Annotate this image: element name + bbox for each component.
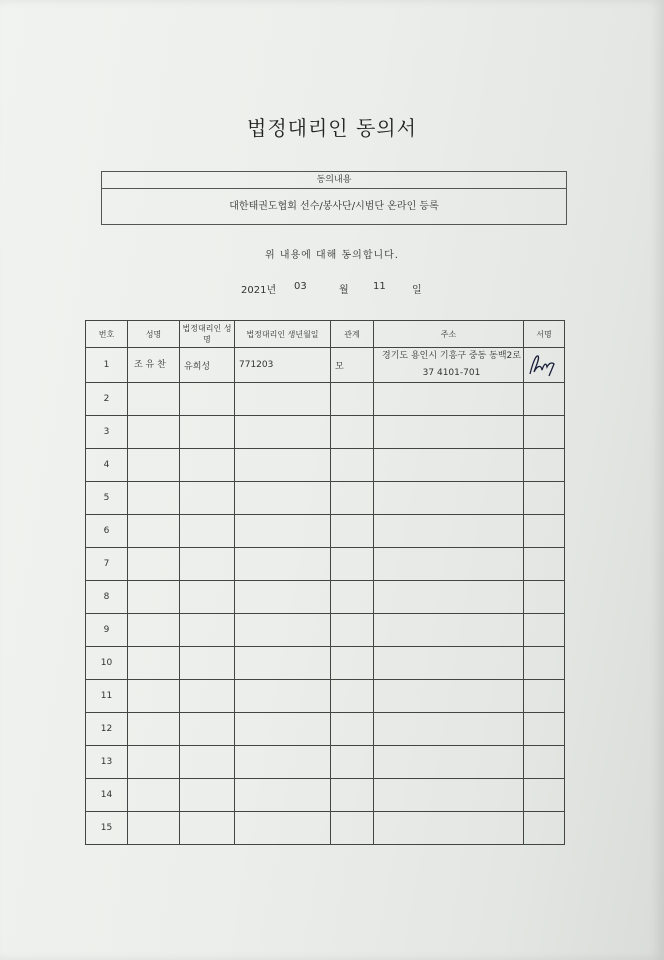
cell-guardian-name [180, 482, 235, 515]
cell-address [374, 515, 524, 548]
cell-relation [331, 680, 374, 713]
row-number: 15 [86, 812, 128, 845]
date-day-unit: 일 [412, 285, 422, 296]
consent-box [101, 171, 567, 225]
row-number: 3 [86, 416, 128, 449]
cell-guardian-name [180, 614, 235, 647]
cell-name [128, 581, 180, 614]
table-row [86, 548, 565, 581]
row-number: 7 [86, 548, 128, 581]
cell-signature [524, 812, 565, 845]
cell-signature [524, 614, 565, 647]
cell-name [128, 515, 180, 548]
header-guardian-birth: 법정대리인 생년월일 [235, 321, 331, 348]
cell-relation [331, 515, 374, 548]
document-title: 법정대리인 동의서 [247, 116, 417, 140]
cell-signature [524, 348, 565, 383]
table-header-row [86, 321, 565, 348]
cell-address [374, 548, 524, 581]
cell-signature [524, 416, 565, 449]
cell-address [374, 614, 524, 647]
cell-guardian-name [180, 515, 235, 548]
header-number: 번호 [86, 321, 128, 348]
cell-relation [331, 581, 374, 614]
cell-relation [331, 614, 374, 647]
cell-guardian-birth [235, 746, 331, 779]
cell-guardian-birth [235, 779, 331, 812]
cell-guardian-name: 유희성 [180, 348, 235, 383]
cell-relation [331, 383, 374, 416]
table-row [86, 348, 565, 383]
cell-guardian-name [180, 812, 235, 845]
cell-address [374, 680, 524, 713]
cell-signature [524, 515, 565, 548]
cell-guardian-name [180, 746, 235, 779]
header-address: 주소 [374, 321, 524, 348]
cell-guardian-birth [235, 383, 331, 416]
cell-relation [331, 779, 374, 812]
cell-guardian-name [180, 680, 235, 713]
cell-guardian-birth [235, 548, 331, 581]
cell-guardian-name [180, 416, 235, 449]
row-number: 9 [86, 614, 128, 647]
cell-guardian-birth [235, 515, 331, 548]
table-row [86, 581, 565, 614]
row-number: 4 [86, 449, 128, 482]
cell-address [374, 746, 524, 779]
cell-relation: 모 [331, 348, 374, 383]
cell-signature [524, 647, 565, 680]
table-row [86, 515, 565, 548]
consent-text: 대한태권도협회 선수/봉사단/시범단 온라인 등록 [229, 201, 439, 212]
cell-name: 조 유 찬 [128, 348, 180, 383]
row-number: 12 [86, 713, 128, 746]
cell-signature [524, 581, 565, 614]
cell-name [128, 383, 180, 416]
cell-guardian-name [180, 548, 235, 581]
cell-name [128, 449, 180, 482]
cell-relation [331, 647, 374, 680]
cell-name [128, 416, 180, 449]
cell-address [374, 581, 524, 614]
cell-guardian-birth [235, 449, 331, 482]
cell-name [128, 680, 180, 713]
cell-guardian-name [180, 779, 235, 812]
cell-signature [524, 482, 565, 515]
table-row [86, 680, 565, 713]
cell-address [374, 416, 524, 449]
table-row [86, 614, 565, 647]
cell-guardian-birth [235, 713, 331, 746]
cell-signature [524, 449, 565, 482]
cell-signature [524, 548, 565, 581]
table-row [86, 416, 565, 449]
cell-name [128, 812, 180, 845]
cell-guardian-birth: 771203 [235, 348, 331, 383]
header-name: 성명 [128, 321, 180, 348]
row-number: 6 [86, 515, 128, 548]
cell-name [128, 482, 180, 515]
cell-guardian-birth [235, 614, 331, 647]
row-number: 10 [86, 647, 128, 680]
cell-guardian-birth [235, 680, 331, 713]
cell-guardian-birth [235, 581, 331, 614]
cell-name [128, 647, 180, 680]
row-number: 2 [86, 383, 128, 416]
cell-guardian-name [180, 713, 235, 746]
handwritten-signature [527, 352, 561, 378]
row-number: 8 [86, 581, 128, 614]
date-month-unit: 월 [339, 285, 349, 296]
cell-relation [331, 812, 374, 845]
row-number: 1 [86, 348, 128, 383]
cell-guardian-name [180, 383, 235, 416]
header-relation: 관계 [331, 321, 374, 348]
row-number: 11 [86, 680, 128, 713]
consent-header: 동의내용 [102, 172, 566, 189]
cell-name [128, 548, 180, 581]
cell-address [374, 383, 524, 416]
cell-relation [331, 416, 374, 449]
cell-relation [331, 713, 374, 746]
cell-relation [331, 746, 374, 779]
guardian-table [85, 320, 565, 845]
table-row [86, 779, 565, 812]
date-month: 03 [294, 281, 307, 292]
date-year: 2021년 [241, 285, 277, 296]
cell-name [128, 614, 180, 647]
agreement-statement: 위 내용에 대해 동의합니다. [265, 250, 399, 261]
cell-relation [331, 482, 374, 515]
cell-address [374, 812, 524, 845]
table-row [86, 812, 565, 845]
cell-address [374, 449, 524, 482]
cell-signature [524, 713, 565, 746]
cell-guardian-name [180, 647, 235, 680]
cell-guardian-name [180, 581, 235, 614]
cell-address [374, 647, 524, 680]
cell-signature [524, 680, 565, 713]
cell-address [374, 779, 524, 812]
table-row [86, 647, 565, 680]
cell-guardian-birth [235, 482, 331, 515]
date-day: 11 [373, 281, 386, 292]
cell-guardian-birth [235, 812, 331, 845]
row-number: 5 [86, 482, 128, 515]
cell-name [128, 779, 180, 812]
table-row [86, 713, 565, 746]
cell-relation [331, 548, 374, 581]
header-guardian-name: 법정대리인 성명 [180, 321, 235, 348]
header-signature: 서명 [524, 321, 565, 348]
cell-guardian-birth [235, 647, 331, 680]
cell-signature [524, 746, 565, 779]
cell-address: 경기도 용인시 기흥구 중동 동백2로37 4101-701 [374, 348, 524, 383]
cell-guardian-birth [235, 416, 331, 449]
table-row [86, 383, 565, 416]
table-row [86, 746, 565, 779]
table-row [86, 449, 565, 482]
cell-relation [331, 449, 374, 482]
cell-address [374, 713, 524, 746]
table-row [86, 482, 565, 515]
cell-address [374, 482, 524, 515]
row-number: 14 [86, 779, 128, 812]
row-number: 13 [86, 746, 128, 779]
cell-signature [524, 383, 565, 416]
cell-guardian-name [180, 449, 235, 482]
cell-name [128, 746, 180, 779]
cell-name [128, 713, 180, 746]
cell-signature [524, 779, 565, 812]
